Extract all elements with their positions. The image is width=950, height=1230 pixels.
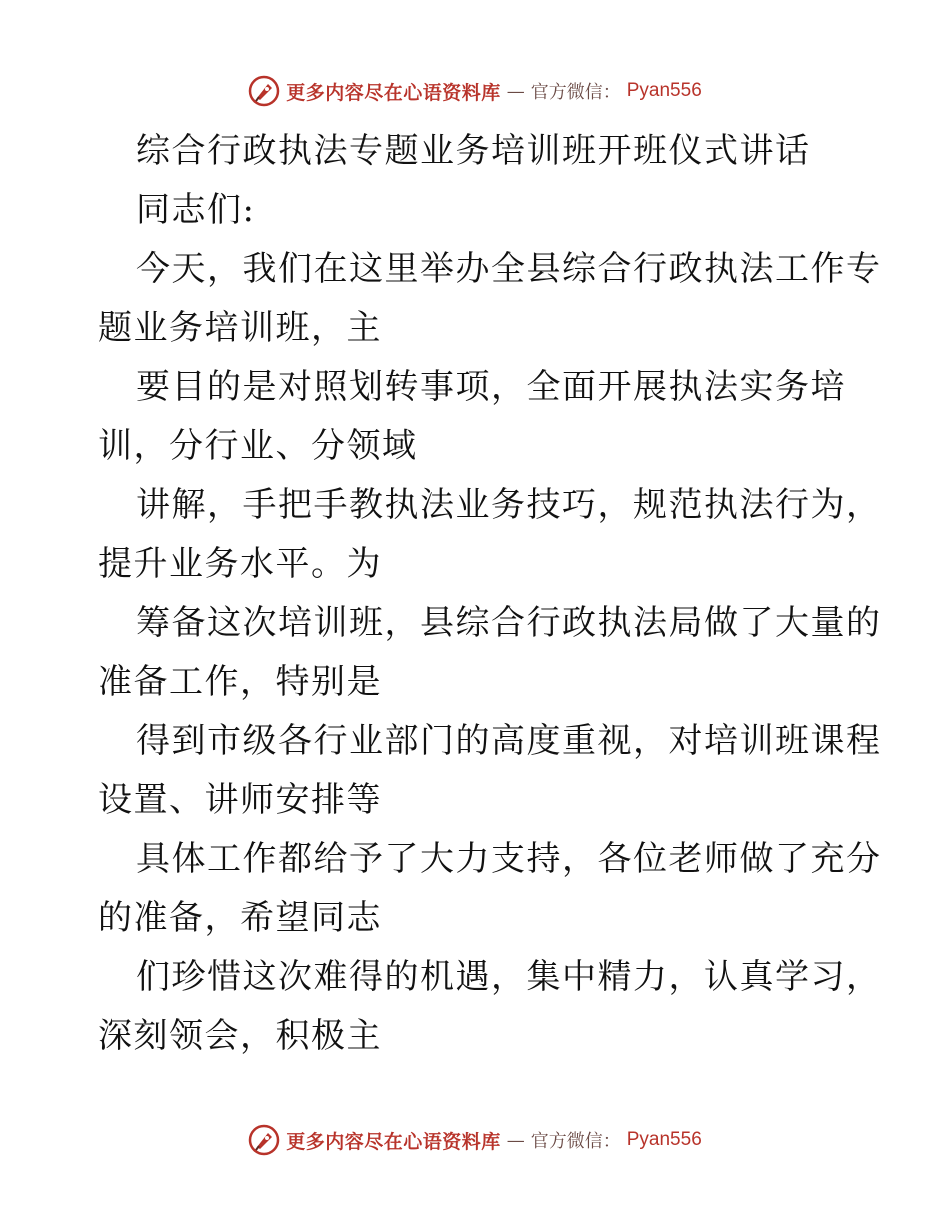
- paragraph-line: 设置、讲师安排等: [98, 780, 382, 820]
- paragraph-line: 训，分行业、分领域: [98, 426, 418, 466]
- paragraph-line: 具体工作都给予了大力支持，各位老师做了充分: [136, 839, 882, 879]
- paragraph-line: 提升业务水平。为: [98, 544, 382, 584]
- document-salutation: 同志们:: [136, 190, 256, 230]
- footer-banner-separator: —: [506, 1129, 525, 1151]
- paragraph-line: 得到市级各行业部门的高度重视，对培训班课程: [136, 721, 882, 761]
- footer-banner-wechat-id: Pyan556: [626, 1129, 702, 1150]
- footer-watermark-banner: [0, 1120, 950, 1160]
- paragraph-line: 筹备这次培训班，县综合行政执法局做了大量的: [136, 603, 882, 643]
- pen-nib-logo-icon: [248, 75, 280, 107]
- header-banner-wechat-id: Pyan556: [626, 80, 702, 101]
- paragraph-line: 要目的是对照划转事项，全面开展执法实务培: [136, 367, 846, 407]
- header-banner-wechat-label: 官方微信：: [530, 82, 621, 103]
- document-title: 综合行政执法专题业务培训班开班仪式讲话: [136, 131, 811, 171]
- header-watermark-banner: [0, 71, 950, 111]
- document-body: [98, 122, 882, 1066]
- pen-nib-logo-icon: [248, 1124, 280, 1156]
- paragraph-line: 准备工作，特别是: [98, 662, 382, 702]
- footer-banner-main-text: 更多内容尽在心语资料库: [286, 1130, 501, 1153]
- paragraph-line: 们珍惜这次难得的机遇，集中精力，认真学习，: [136, 957, 882, 997]
- paragraph-line: 讲解，手把手教执法业务技巧，规范执法行为，: [136, 485, 882, 525]
- paragraph-line: 深刻领会，积极主: [98, 1016, 382, 1056]
- paragraph-line: 今天，我们在这里举办全县综合行政执法工作专: [136, 249, 882, 289]
- footer-banner-wechat-label: 官方微信：: [530, 1131, 621, 1152]
- paragraph-line: 的准备，希望同志: [98, 898, 382, 938]
- header-banner-main-text: 更多内容尽在心语资料库: [286, 81, 501, 104]
- paragraph-line: 题业务培训班，主: [98, 308, 382, 348]
- header-banner-separator: —: [506, 80, 525, 102]
